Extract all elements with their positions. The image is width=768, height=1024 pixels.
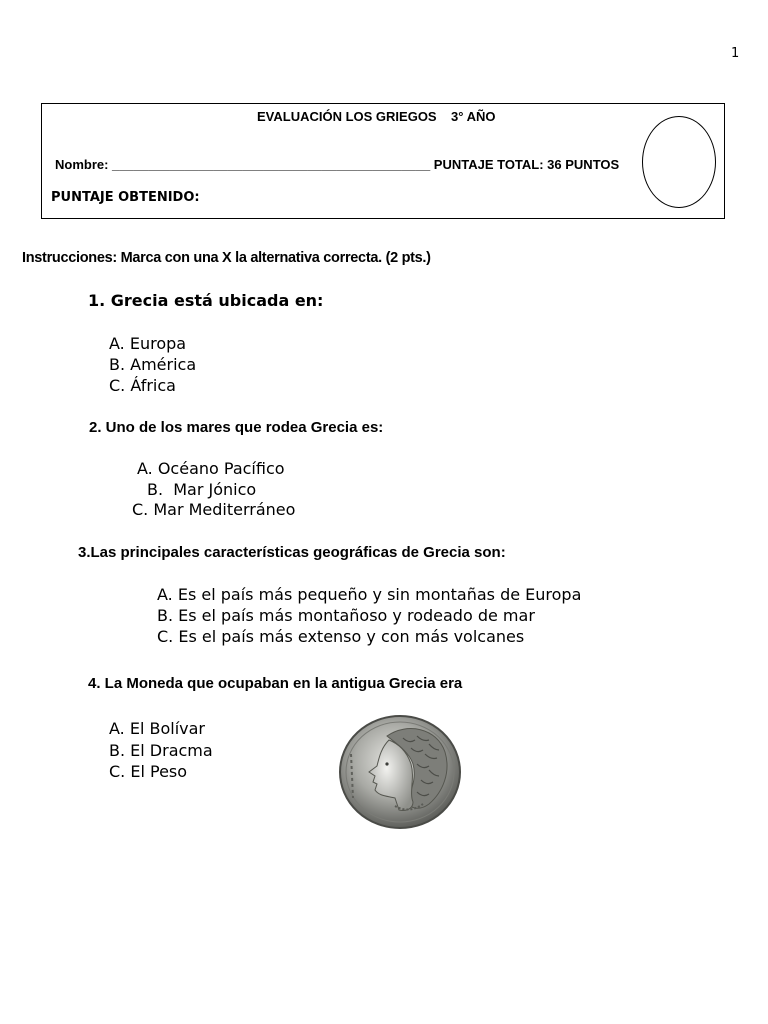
page-number: 1 xyxy=(731,46,740,61)
q3-option-c: C. Es el país más extenso y con más volcanes xyxy=(157,627,525,646)
q1-option-c: C. África xyxy=(109,376,176,395)
exam-title: EVALUACIÓN LOS GRIEGOS 3° AÑO xyxy=(257,109,496,124)
q4-option-c: C. El Peso xyxy=(109,762,188,781)
q3-option-b: B. Es el país más montañoso y rodeado de mar xyxy=(157,606,535,625)
question-3: 3.Las principales características geográficas de Grecia son: xyxy=(78,544,506,561)
drachma-coin-image xyxy=(337,714,463,830)
q2-option-a: A. Océano Pacífico xyxy=(137,459,285,478)
question-2: 2. Uno de los mares que rodea Grecia es: xyxy=(89,419,384,436)
q1-option-a: A. Europa xyxy=(109,334,187,353)
q2-option-c: C. Mar Mediterráneo xyxy=(132,500,296,519)
score-oval xyxy=(642,116,716,208)
q2-option-b: B. Mar Jónico xyxy=(147,480,257,499)
question-4: 4. La Moneda que ocupaban en la antigua Grecia era xyxy=(88,675,463,692)
name-and-total-line: Nombre: ____________________________________________ PUNTAJE TOTAL: 36 PUNTOS xyxy=(55,157,620,172)
instructions: Instrucciones: Marca con una X la alternativa correcta. (2 pts.) xyxy=(22,250,431,266)
q1-option-b: B. América xyxy=(109,355,197,374)
q3-option-a: A. Es el país más pequeño y sin montañas de Europa xyxy=(157,585,582,604)
question-1: 1. Grecia está ubicada en: xyxy=(88,291,324,310)
score-obtained-label: PUNTAJE OBTENIDO: xyxy=(51,190,200,205)
coin-icon xyxy=(337,714,463,830)
q4-option-a: A. El Bolívar xyxy=(109,719,205,738)
q4-option-b: B. El Dracma xyxy=(109,741,213,760)
